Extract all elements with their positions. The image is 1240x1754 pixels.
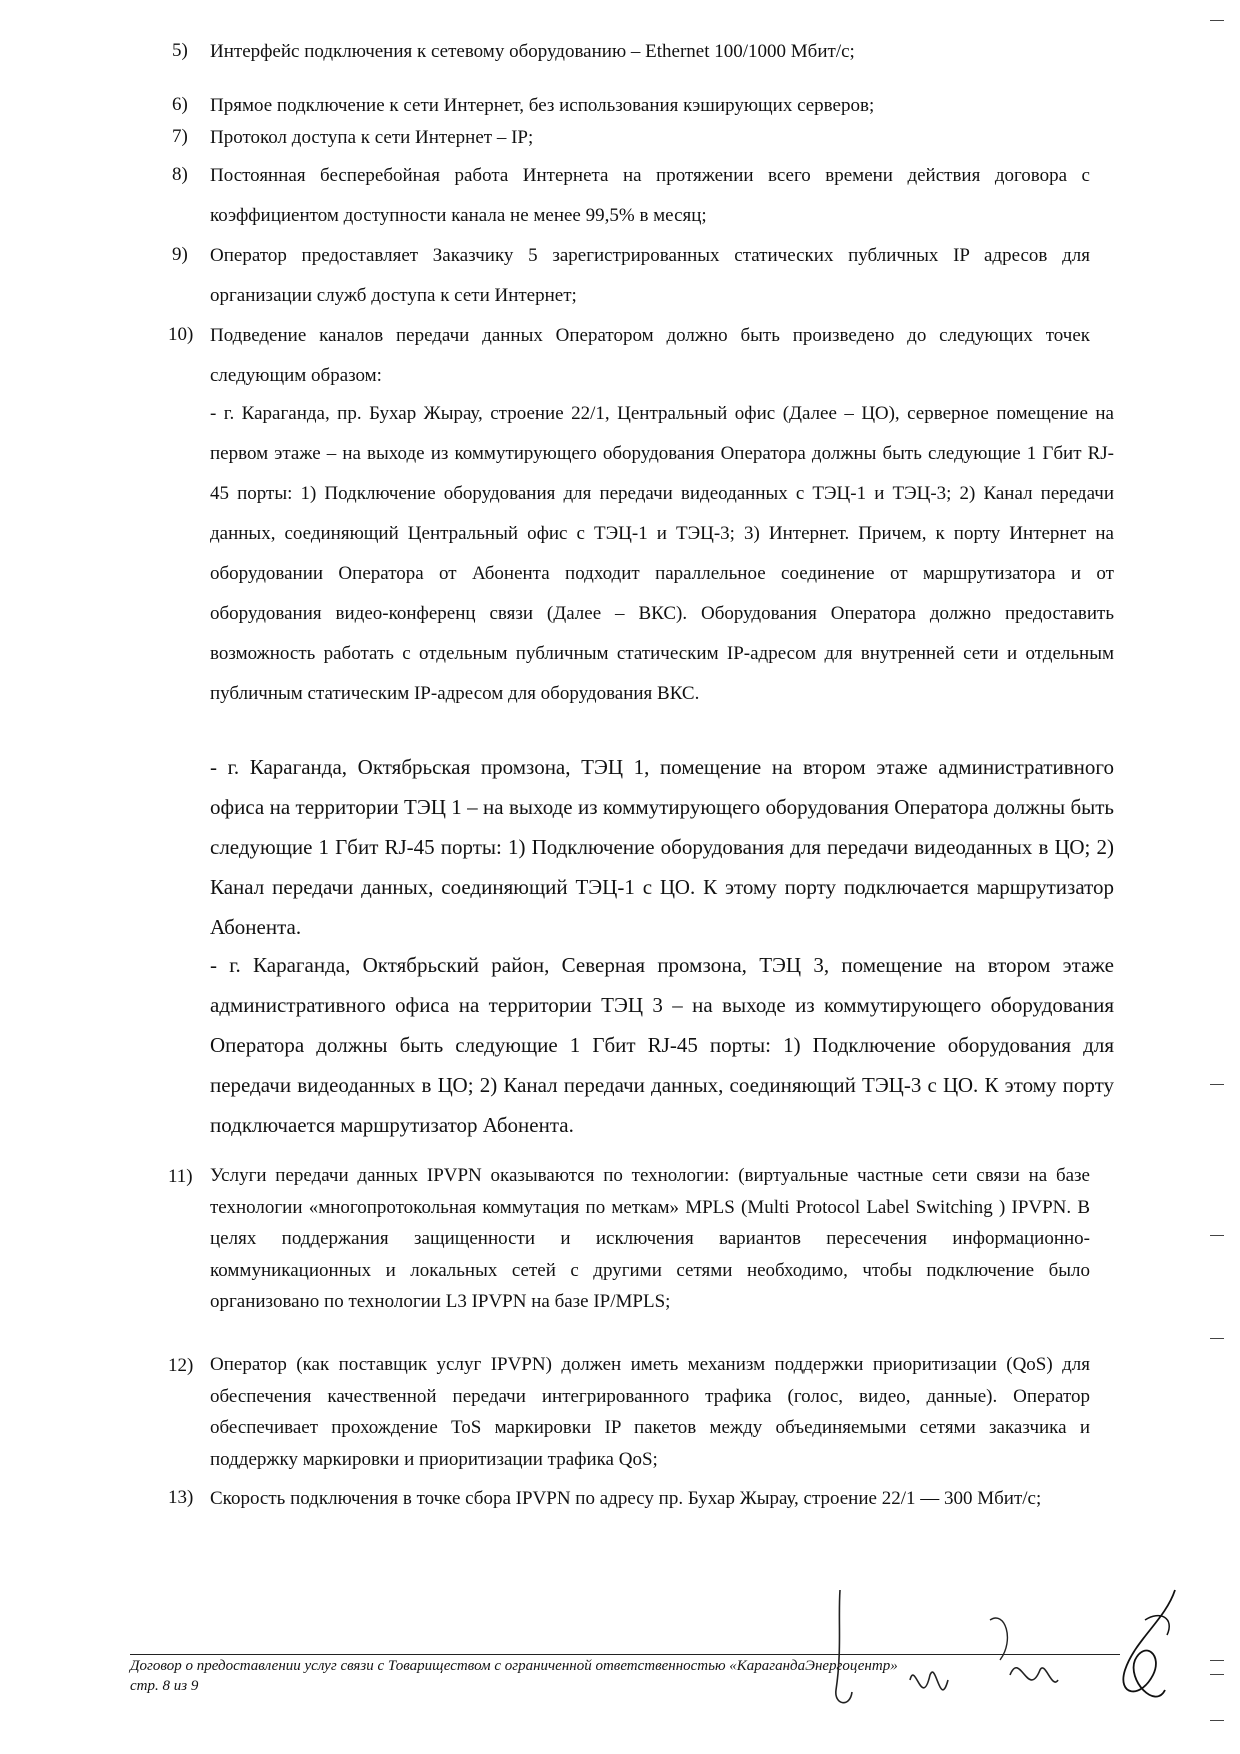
address-paragraph: - г. Караганда, пр. Бухар Жырау, строение 22/1, Центральный офис (Далее – ЦО), серверное помещение на первом этаже – на выходе из коммутирующего оборудования Оператора должны быть следующие 1 Гбит RJ-45 порты: 1) Подключение оборудования для передачи видеоданных с ТЭЦ-1 и ТЭЦ-3; 2) Канал передачи данных, соединяющий Центральный офис с ТЭЦ-1 и ТЭЦ-3; 3) Интернет. Причем, к порту Интернет на оборудовании Оператора от Абонента подходит параллельное соединение от маршрутизатора и от оборудования видео-конференц связи (Далее – ВКС). Оборудования Оператора должно предоставить возможность работать с отдельным публичным статическим IP-адресом для внутренней сети и отдельным публичным статическим IP-адресом для оборудования ВКС. [210, 403, 1114, 704]
scan-mark [1210, 1660, 1224, 1661]
address-paragraph: - г. Караганда, Октябрьская промзона, ТЭЦ 1, помещение на втором этаже административного офиса на территории ТЭЦ 1 – на выходе из коммутирующего оборудования Оператора должны быть следующие 1 Гбит RJ-45 порты: 1) Подключение оборудования для передачи видеоданных в ЦО; 2) Канал передачи данных, соединяющий ТЭЦ-1 с ЦО. К этому порту подключается маршрутизатор Абонента. [210, 755, 1114, 939]
item-number: 13) [168, 1487, 194, 1508]
item-number: 12) [168, 1355, 194, 1376]
scan-mark [1210, 1674, 1224, 1675]
item-number: 6) [172, 94, 188, 115]
footer-contract-title: Договор о предоставлении услуг связи с Товариществом с ограниченной ответственностью «КарагандаЭнергоцентр» [130, 1658, 898, 1674]
item-number: 9) [172, 244, 188, 265]
item-text: Прямое подключение к сети Интернет, без использования кэширующих серверов; [210, 95, 875, 116]
footer-page-number: стр. 8 из 9 [130, 1678, 199, 1694]
scan-mark [1210, 1720, 1224, 1721]
item-number: 11) [168, 1166, 193, 1187]
scan-mark [1210, 1084, 1224, 1085]
item-number: 5) [172, 40, 188, 61]
item-text: Скорость подключения в точке сбора IPVPN по адресу пр. Бухар Жырау, строение 22/1 — 300 Мбит/с; [210, 1488, 1042, 1509]
item-text: Оператор предоставляет Заказчику 5 зарегистрированных статических публичных IP адресов для организации служб доступа к сети Интернет; [210, 245, 1090, 306]
margin-signature [1105, 1580, 1195, 1720]
scan-mark [1210, 1338, 1224, 1339]
item-text: Интерфейс подключения к сетевому оборудованию – Ethernet 100/1000 Мбит/с; [210, 41, 855, 62]
item-text: Подведение каналов передачи данных Оператором должно быть произведено до следующих точек следующим образом: [210, 325, 1090, 386]
item-text: Услуги передачи данных IPVPN оказываются по технологии: (виртуальные частные сети связи на базе технологии «многопротокольная коммутация по меткам» MPLS (Multi Protocol Label Switching ) IPVPN. В целях поддержания защищенности и исключения вариантов пересечения информационно-коммуникационных и локальных сетей с другими сетями необходимо, чтобы подключение было организовано по технологии L3 IPVPN на базе IP/MPLS; [210, 1165, 1090, 1312]
item-text: Протокол доступа к сети Интернет – IP; [210, 127, 534, 148]
scan-mark [1210, 20, 1224, 21]
item-number: 8) [172, 164, 188, 185]
scan-mark [1210, 1235, 1224, 1236]
item-text: Оператор (как поставщик услуг IPVPN) должен иметь механизм поддержки приоритизации (QoS) для обеспечения качественной передачи интегрированного трафика (голос, видео, данные). Оператор обеспечивает прохождение ToS маркировки IP пакетов между объединяемыми сетями заказчика и поддержку маркировки и приоритизации трафика QoS; [210, 1354, 1090, 1470]
address-paragraph: - г. Караганда, Октябрьский район, Северная промзона, ТЭЦ 3, помещение на втором этаже административного офиса на территории ТЭЦ 3 – на выходе из коммутирующего оборудования Оператора должны быть следующие 1 Гбит RJ-45 порты: 1) Подключение оборудования для передачи видеоданных в ЦО; 2) Канал передачи данных, соединяющий ТЭЦ-3 с ЦО. К этому порту подключается маршрутизатор Абонента. [210, 953, 1114, 1137]
signature-marks [790, 1580, 1090, 1730]
item-number: 7) [172, 126, 188, 147]
item-number: 10) [168, 324, 194, 345]
item-text: Постоянная бесперебойная работа Интернета на протяжении всего времени действия договора с коэффициентом доступности канала не менее 99,5% в месяц; [210, 165, 1090, 226]
